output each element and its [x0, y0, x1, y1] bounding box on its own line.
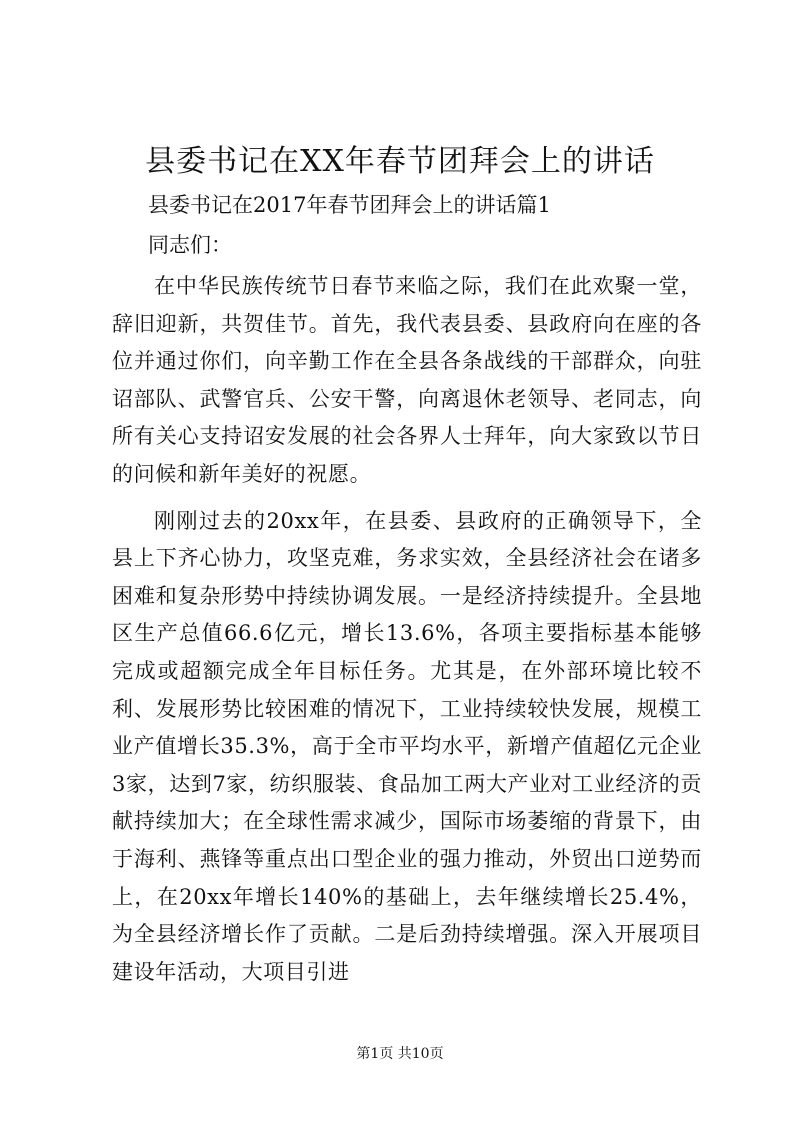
document-body [112, 268, 702, 1000]
page-footer: 第1页 共10页 [356, 1046, 444, 1062]
paragraph-2: 刚刚过去的20xx年，在县委、县政府的正确领导下，全县上下齐心协力，攻坚克难，务求实效，全县经济社会在诸多困难和复杂形势中持续协调发展。一是经济持续提升。全县地区生产总值66.6亿元，增长13.6%，各项主要指标基本能够完成或超额完成全年目标任务。尤其是，在外部环境比较不利、发展形势比较困难的情况下，工业持续较快发展，规模工业产值增长35.3%，高于全市平均水平，新增产值超亿元企业3家，达到7家，纺织服装、食品加工两大产业对工业经济的贡献持续加大；在全球性需求减少，国际市场萎缩的背景下，由于海利、燕锋等重点出口型企业的强力推动，外贸出口逆势而上，在20xx年增长140%的基础上，去年继续增长25.4%，为全县经济增长作了贡献。二是后劲持续增强。深入开展项目建设年活动，大项目引进 [112, 508, 702, 984]
paragraph-1: 在中华民族传统节日春节来临之际，我们在此欢聚一堂，辞旧迎新，共贺佳节。首先，我代表县委、县政府向在座的各位并通过你们，向辛勤工作在全县各条战线的干部群众，向驻诏部队、武警官兵、公安干警，向离退休老领导、老同志，向所有关心支持诏安发展的社会各界人士拜年，向大家致以节日的问候和新年美好的祝愿。 [112, 274, 702, 486]
salutation: 同志们： [148, 233, 232, 257]
document-title: 县委书记在XX年春节团拜会上的讲话 [145, 144, 655, 179]
document-subtitle: 县委书记在2017年春节团拜会上的讲话篇1 [148, 193, 551, 217]
